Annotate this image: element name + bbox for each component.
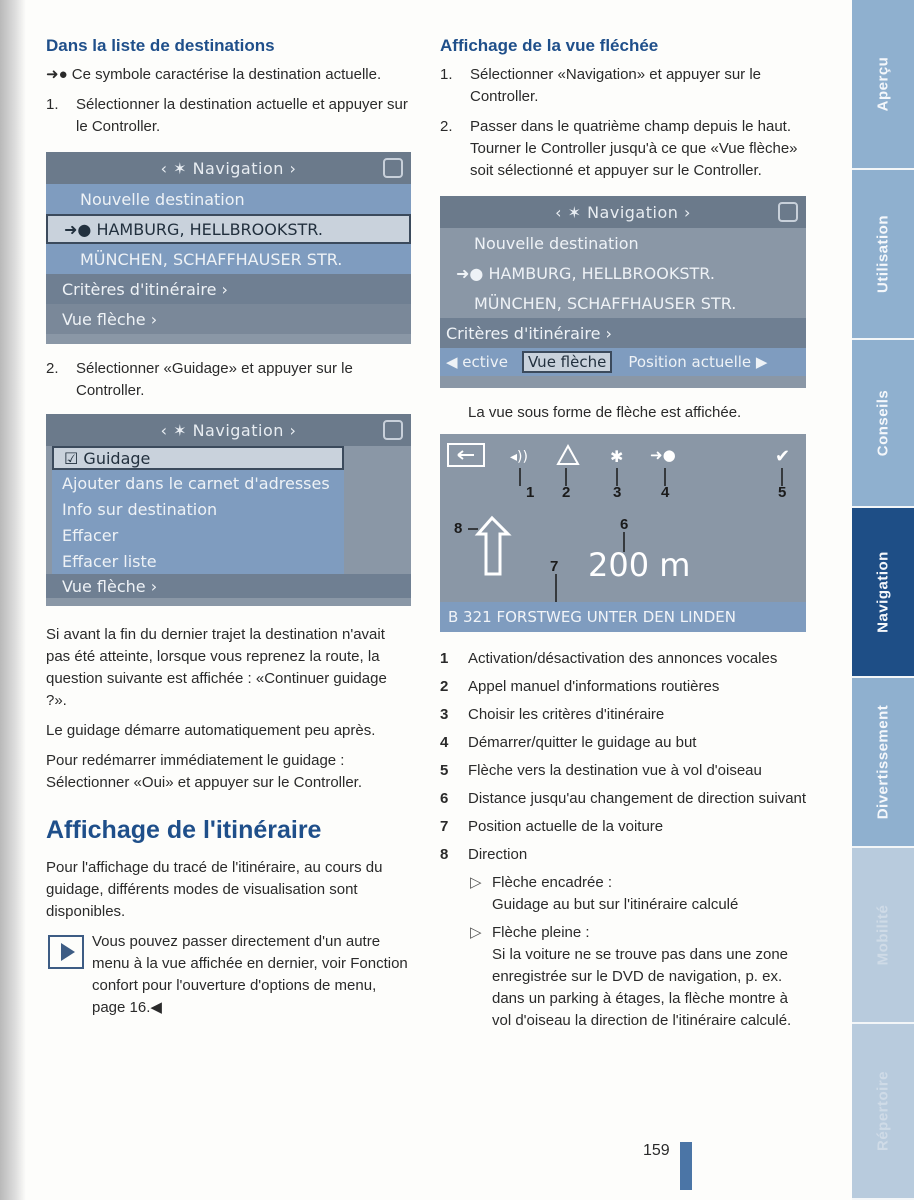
callout-2: 2 xyxy=(562,484,571,501)
callout-4: 4 xyxy=(661,484,670,501)
screen-row-guidance: ☑ Guidage xyxy=(52,446,344,470)
screen-arrow-select xyxy=(440,196,806,388)
paragraph-route-modes: Pour l'affichage du tracé de l'itinéraire, au cours du guidage, différents modes de visualisation sont disponibles. xyxy=(46,859,383,920)
tab-label: Répertoire xyxy=(874,1070,892,1152)
distance-readout: 200 m xyxy=(588,546,691,584)
legend-number: 1 xyxy=(440,650,449,667)
right-step-2 xyxy=(440,116,808,182)
callout-8: 8 xyxy=(454,520,463,537)
screen-header: ‹ ✶ Navigation › xyxy=(46,414,411,446)
screen-row-arrow-view: Vue flèche › xyxy=(46,574,411,598)
view-option-perspective: ◀ ective xyxy=(446,353,508,371)
step-number: 2. xyxy=(440,118,453,135)
heading-destination-list: Dans la liste de destinations xyxy=(46,36,275,55)
symbol-paragraph: ➜● Ce symbole caractérise la destination actuelle. xyxy=(46,66,382,83)
legend-item xyxy=(440,648,808,670)
screen-row-munchen: MÜNCHEN, SCHAFFHAUSER STR. xyxy=(46,244,411,274)
step-number: 1. xyxy=(440,66,453,83)
section-tabs xyxy=(852,0,914,1200)
left-step-2 xyxy=(46,358,411,402)
legend-item xyxy=(440,760,808,782)
screen-row-delete-list: Effacer liste xyxy=(52,548,344,574)
svg-text:✱: ✱ xyxy=(610,447,624,466)
legend-text: Appel manuel d'informations routières xyxy=(468,678,720,695)
screen-arrow-display xyxy=(440,434,806,632)
tab-navigation[interactable] xyxy=(852,508,914,678)
svg-text:◂)): ◂)) xyxy=(510,449,528,465)
legend-text: Direction xyxy=(468,846,528,863)
legend-item xyxy=(440,816,808,838)
tab-label: Aperçu xyxy=(874,56,892,112)
note-box xyxy=(46,931,411,1019)
tab-apercu[interactable] xyxy=(852,0,914,170)
sub-text: Si la voiture ne se trouve pas dans une zone enregistrée sur le DVD de navigation, p. ex. dans un parking à étages, la flèche montre à vol d'oiseau la direction de l'itinéraire calculé. xyxy=(492,946,792,1029)
legend-text: Flèche vers la destination vue à vol d'oiseau xyxy=(468,762,762,779)
tab-label: Utilisation xyxy=(874,214,892,294)
legend-number: 2 xyxy=(440,678,449,695)
screen-row-hamburg: ➜● HAMBURG, HELLBROOKSTR. xyxy=(46,214,411,244)
legend-list xyxy=(440,648,808,1032)
view-option-arrow: Vue flèche xyxy=(522,351,612,373)
page-binding-shadow xyxy=(0,0,26,1200)
sub-title: Flèche encadrée : xyxy=(492,874,613,891)
callout-7: 7 xyxy=(550,558,559,575)
controller-icon xyxy=(383,420,403,440)
screen-row-hamburg: ➜● HAMBURG, HELLBROOKSTR. xyxy=(456,263,715,283)
step-text: Sélectionner «Navigation» et appuyer sur le Controller. xyxy=(470,66,762,105)
legend-item xyxy=(440,732,808,754)
step-number: 1. xyxy=(46,96,59,113)
tab-conseils[interactable] xyxy=(852,340,914,508)
controller-icon xyxy=(383,158,403,178)
screen-row-munchen: MÜNCHEN, SCHAFFHAUSER STR. xyxy=(474,293,737,313)
legend-number: 7 xyxy=(440,818,449,835)
heading-route-display: Affichage de l'itinéraire xyxy=(46,816,322,844)
legend-item xyxy=(440,676,808,698)
legend-item xyxy=(440,788,808,810)
page-number: 159 xyxy=(643,1142,670,1159)
screen-row-delete: Effacer xyxy=(52,522,344,548)
screen-row-criteria: Critères d'itinéraire › xyxy=(46,274,411,304)
legend-text: Position actuelle de la voiture xyxy=(468,818,664,835)
callout-1: 1 xyxy=(526,484,535,501)
legend-item xyxy=(440,844,808,866)
note-text: Vous pouvez passer directement d'un autre menu à la vue affichée en dernier, voir Fonction confort pour l'ouverture d'options de menu, page 16.◀ xyxy=(92,933,408,1016)
triangle-bullet-icon: ▷ xyxy=(470,874,482,891)
paragraph-auto-start: Le guidage démarre automatiquement peu après. xyxy=(46,722,376,739)
right-column xyxy=(440,36,808,1038)
sub-text: Guidage au but sur l'itinéraire calculé xyxy=(492,896,739,913)
legend-text: Choisir les critères d'itinéraire xyxy=(468,706,665,723)
note-triangle-icon xyxy=(48,935,84,969)
view-option-current-position: Position actuelle ▶ xyxy=(628,353,768,371)
tab-label: Divertissement xyxy=(874,704,892,820)
screen-row-criteria: Critères d'itinéraire › xyxy=(440,318,806,348)
sub-item-framed-arrow xyxy=(440,872,808,916)
legend-text: Démarrer/quitter le guidage au but xyxy=(468,734,697,751)
legend-number: 4 xyxy=(440,734,449,751)
svg-text:➜●: ➜● xyxy=(650,446,676,464)
sub-item-solid-arrow xyxy=(440,922,808,1032)
legend-number: 6 xyxy=(440,790,449,807)
legend-text: Activation/désactivation des annonces vocales xyxy=(468,650,778,667)
left-step-1 xyxy=(46,94,411,138)
caption-arrow-view: La vue sous forme de flèche est affichée. xyxy=(468,404,742,421)
step-text: Sélectionner «Guidage» et appuyer sur le Controller. xyxy=(76,360,353,399)
step-text: Passer dans le quatrième champ depuis le haut. Tourner le Controller jusqu'à ce que «Vue flèche» soit sélectionné et appuyer sur le Controller. xyxy=(470,118,798,179)
callout-6: 6 xyxy=(620,516,629,533)
screen-row-arrow-view: Vue flèche › xyxy=(46,304,411,334)
screen-row-new-destination: Nouvelle destination xyxy=(474,233,639,253)
legend-number: 8 xyxy=(440,846,449,863)
triangle-bullet-icon: ▷ xyxy=(470,924,482,941)
legend-item xyxy=(440,704,808,726)
legend-number: 3 xyxy=(440,706,449,723)
tab-mobilite[interactable] xyxy=(852,848,914,1024)
screen-header: ‹ ✶ Navigation › xyxy=(46,152,411,184)
left-column xyxy=(46,36,411,1027)
tab-label: Mobilité xyxy=(874,904,892,966)
road-name-bar: B 321 FORSTWEG UNTER DEN LINDEN xyxy=(440,602,806,632)
paragraph-continue-guidance: Si avant la fin du dernier trajet la destination n'avait pas été atteinte, lorsque vous reprenez la route, la question suivante est affichée : «Continuer guidage ?». xyxy=(46,626,387,709)
controller-icon xyxy=(778,202,798,222)
screen-row-destination-info: Info sur destination xyxy=(52,496,344,522)
tab-repertoire[interactable] xyxy=(852,1024,914,1200)
tab-utilisation[interactable] xyxy=(852,170,914,340)
step-number: 2. xyxy=(46,360,59,377)
heading-arrow-view: Affichage de la vue fléchée xyxy=(440,36,659,55)
tab-label: Conseils xyxy=(874,389,892,457)
screen-view-bar xyxy=(440,348,806,376)
right-step-1 xyxy=(440,64,808,108)
tab-divertissement[interactable] xyxy=(852,678,914,848)
callout-3: 3 xyxy=(613,484,622,501)
screen-row-new-destination: Nouvelle destination xyxy=(46,184,411,214)
legend-text: Distance jusqu'au changement de direction suivant xyxy=(468,790,807,807)
callout-5: 5 xyxy=(778,484,787,501)
screen-header: ‹ ✶ Navigation › xyxy=(440,196,806,228)
legend-number: 5 xyxy=(440,762,449,779)
paragraph-restart: Pour redémarrer immédiatement le guidage : Sélectionner «Oui» et appuyer sur le Controller. xyxy=(46,752,363,791)
sub-title: Flèche pleine : xyxy=(492,924,590,941)
svg-text:✔: ✔ xyxy=(775,446,791,467)
step-text: Sélectionner la destination actuelle et appuyer sur le Controller. xyxy=(76,96,408,135)
screen-row-add-address: Ajouter dans le carnet d'adresses xyxy=(52,470,344,496)
tab-label: Navigation xyxy=(874,551,892,633)
screen-destination-list xyxy=(46,152,411,344)
page-number-bar xyxy=(680,1142,692,1190)
screen-guidance-menu xyxy=(46,414,411,606)
